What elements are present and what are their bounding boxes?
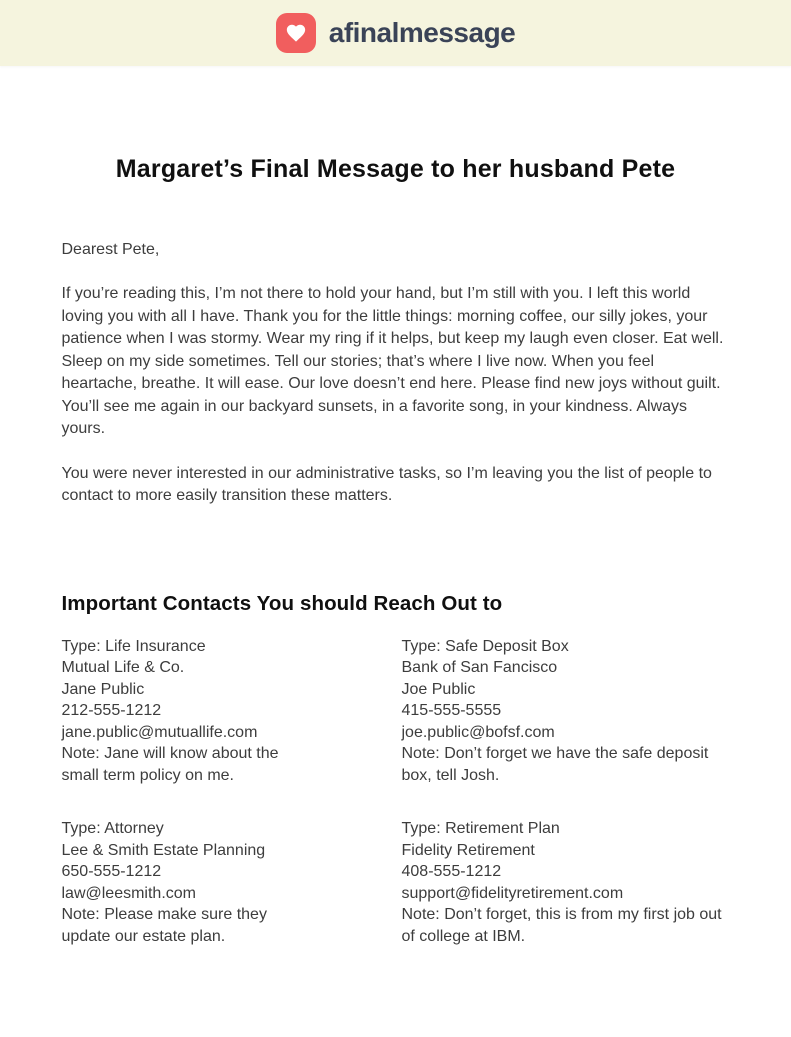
letter-paragraph-2: You were never interested in our administrative tasks, so I’m leaving you the list of people to contact to more easily transition these matters. (61, 464, 712, 505)
letter-salutation: Dearest Pete, (61, 241, 160, 259)
contact-phone: 415-555-5555 (401, 702, 502, 720)
contact-type: Type: Safe Deposit Box (401, 637, 569, 655)
contact-email: support@fidelityretirement.com (401, 884, 624, 902)
letter-paragraph-1: If you’re reading this, I’m not there to hold your hand, but I’m still with you. I left this world loving you with all I have. Thank you for the little things: morning coffee, our silly jokes, your patience when I was stormy. Wear my ring if it helps, but keep my laugh even closer. Eat well. Sleep on my side sometimes. Tell our stories; that’s where I live now. When you feel heartache, breathe. It will ease. Our love doesn’t end here. Please find new joys without guilt. You’ll see me again in our backyard sunsets, in a favorite song, in your kindness. Always yours. (61, 285, 724, 438)
contact-phone: 408-555-1212 (401, 863, 502, 881)
page-title: Margaret’s Final Message to her husband Pete (115, 155, 676, 183)
contact-company: Fidelity Retirement (401, 841, 535, 859)
contact-note: Note: Jane will know about the small term policy on me. (61, 745, 279, 784)
contact-type: Type: Attorney (61, 820, 164, 838)
contact-note: Note: Please make sure they update our estate plan. (61, 906, 267, 945)
contact-card-attorney (62, 818, 402, 947)
site-header (0, 0, 791, 66)
contact-person: Jane Public (61, 680, 145, 698)
contact-card-safe-deposit-box (402, 636, 730, 787)
contact-person: Joe Public (401, 680, 476, 698)
contacts-heading: Important Contacts You should Reach Out to (61, 591, 503, 615)
contact-note: Note: Don’t forget, this is from my first job out of college at IBM. (401, 906, 722, 945)
contact-type: Type: Life Insurance (61, 637, 206, 655)
contact-card-life-insurance (62, 636, 402, 787)
contact-company: Bank of San Fancisco (401, 659, 558, 677)
contact-email: joe.public@bofsf.com (401, 723, 555, 741)
contact-type: Type: Retirement Plan (401, 820, 560, 838)
contact-company: Lee & Smith Estate Planning (61, 841, 266, 859)
contact-phone: 212-555-1212 (61, 702, 162, 720)
heart-icon (276, 13, 316, 53)
contacts-grid (62, 636, 730, 948)
letter-page (62, 154, 730, 1037)
contact-note: Note: Don’t forget we have the safe deposit box, tell Josh. (401, 745, 709, 784)
contact-card-retirement-plan (402, 818, 730, 947)
contact-phone: 650-555-1212 (61, 863, 162, 881)
brand-name: afinalmessage (328, 17, 516, 48)
contact-email: law@leesmith.com (61, 884, 196, 902)
brand-logo[interactable] (276, 13, 516, 53)
contact-company: Mutual Life & Co. (61, 659, 185, 677)
contact-email: jane.public@mutuallife.com (61, 723, 258, 741)
